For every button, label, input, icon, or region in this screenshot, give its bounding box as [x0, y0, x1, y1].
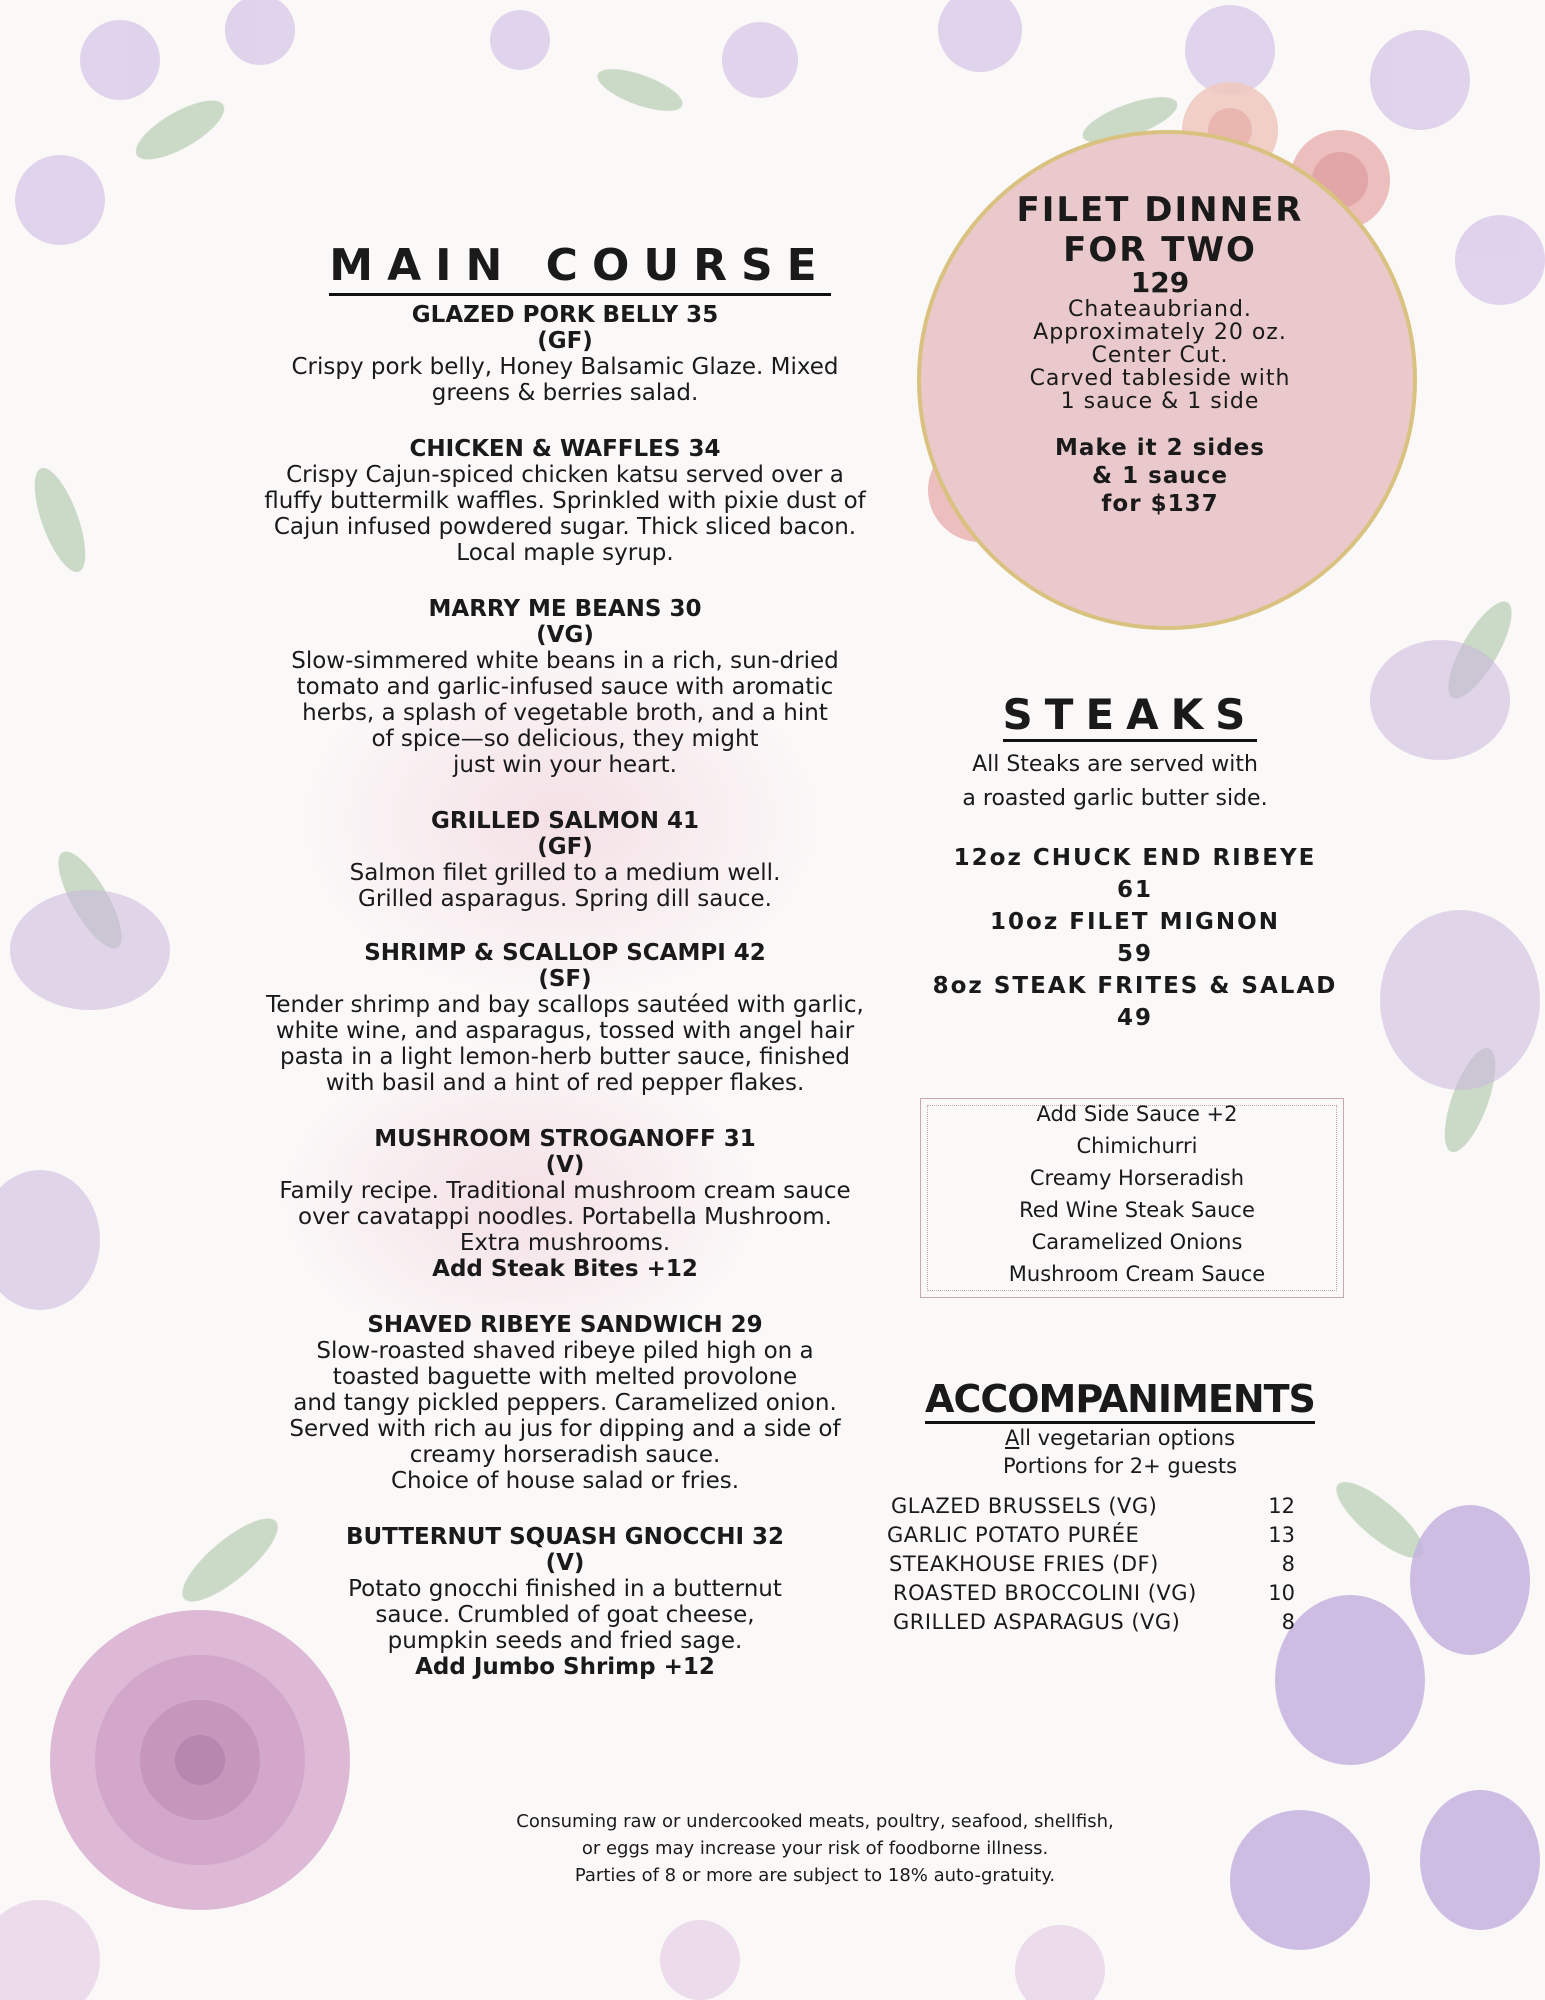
- item-name: GRILLED ASPARAGUS (VG): [893, 1610, 1181, 1634]
- sauce-heading: Add Side Sauce +2: [1036, 1102, 1238, 1126]
- dish-name: GRILLED SALMON 41: [431, 808, 699, 834]
- dish-addon: Add Steak Bites +12: [432, 1256, 698, 1282]
- steak-list: [900, 842, 1370, 1034]
- dish-name: MUSHROOM STROGANOFF 31: [374, 1126, 756, 1152]
- dish-tag: (GF): [537, 328, 593, 354]
- accompaniments-list: [885, 1494, 1295, 1639]
- list-item: [885, 1523, 1295, 1552]
- filet-dinner-title: FILET DINNER FOR TWO: [1016, 190, 1304, 270]
- dish-chicken-waffles: [240, 436, 890, 566]
- dish-tag: (GF): [537, 834, 593, 860]
- dish-addon: Add Jumbo Shrimp +12: [415, 1654, 715, 1680]
- steaks-title: STEAKS: [920, 690, 1340, 742]
- list-item: [885, 1581, 1295, 1610]
- dish-shaved-ribeye-sandwich: [240, 1312, 890, 1494]
- footer-disclaimer: Consuming raw or undercooked meats, poultry, seafood, shellfish, or eggs may increase your risk of foodborne illness. Parties of 8 or more are subject to 18% auto-gratuity.: [516, 1811, 1114, 1886]
- sauce-item: Mushroom Cream Sauce: [1008, 1262, 1266, 1286]
- sauce-item: Red Wine Steak Sauce: [1019, 1198, 1255, 1222]
- dish-name: SHRIMP & SCALLOP SCAMPI 42: [364, 940, 766, 966]
- dish-description: Crispy Cajun-spiced chicken katsu served over a fluffy buttermilk waffles. Sprinkled with pixie dust of Cajun infused powdered sugar. Thick sliced bacon. Local maple syrup.: [264, 462, 866, 566]
- sauce-item: Chimichurri: [1076, 1134, 1198, 1158]
- item-name: ROASTED BROCCOLINI (VG): [893, 1581, 1197, 1605]
- item-name: GLAZED BRUSSELS (VG): [891, 1494, 1158, 1518]
- list-item: [885, 1610, 1295, 1639]
- dish-grilled-salmon: [240, 808, 890, 912]
- list-item: [885, 1552, 1295, 1581]
- dish-mushroom-stroganoff: [240, 1126, 890, 1282]
- item-name: STEAKHOUSE FRIES (DF): [889, 1552, 1159, 1576]
- sauce-item: Creamy Horseradish: [1029, 1166, 1245, 1190]
- dish-name: GLAZED PORK BELLY 35: [411, 302, 719, 328]
- dish-description: Salmon filet grilled to a medium well. Grilled asparagus. Spring dill sauce.: [349, 860, 781, 912]
- sauce-item: Caramelized Onions: [1031, 1230, 1243, 1254]
- steak-item: 12oz CHUCK END RIBEYE 61: [953, 845, 1317, 903]
- steaks-note: All Steaks are served with a roasted garlic butter side.: [962, 752, 1268, 811]
- dish-name: CHICKEN & WAFFLES 34: [409, 436, 721, 462]
- dish-tag: (V): [545, 1550, 585, 1576]
- filet-dinner-price: 129: [1130, 266, 1190, 299]
- dish-butternut-squash-gnocchi: [240, 1524, 890, 1680]
- filet-dinner-description: Chateaubriand. Approximately 20 oz. Center Cut. Carved tableside with 1 sauce & 1 side: [1029, 297, 1291, 414]
- dish-name: MARRY ME BEANS 30: [428, 596, 702, 622]
- filet-dinner-upgrade: Make it 2 sides & 1 sauce for $137: [1055, 435, 1265, 517]
- dish-marry-me-beans: [240, 596, 890, 778]
- list-item: [885, 1494, 1295, 1523]
- dish-description: Crispy pork belly, Honey Balsamic Glaze. Mixed greens & berries salad.: [291, 354, 839, 406]
- item-price: 8: [1281, 1610, 1295, 1634]
- dish-glazed-pork-belly: [240, 302, 890, 406]
- steak-item: 10oz FILET MIGNON 59: [990, 909, 1280, 967]
- dish-tag: (VG): [536, 622, 594, 648]
- accompaniments-note: All vegetarian options Portions for 2+ guests: [1002, 1426, 1238, 1478]
- item-name: GARLIC POTATO PURÉE: [887, 1523, 1140, 1547]
- steak-item: 8oz STEAK FRITES & SALAD 49: [932, 973, 1338, 1031]
- dish-shrimp-scallop-scampi: [240, 940, 890, 1096]
- item-price: 8: [1281, 1552, 1295, 1576]
- dish-description: Family recipe. Traditional mushroom cream sauce over cavatappi noodles. Portabella Mushroom. Extra mushrooms.: [279, 1178, 851, 1256]
- dish-name: SHAVED RIBEYE SANDWICH 29: [367, 1312, 763, 1338]
- accompaniments-title: ACCOMPANIMENTS: [900, 1377, 1340, 1424]
- dish-description: Potato gnocchi finished in a butternut sauce. Crumbled of goat cheese, pumpkin seeds and fried sage.: [348, 1576, 782, 1654]
- item-price: 12: [1268, 1494, 1295, 1518]
- dish-description: Tender shrimp and bay scallops sautéed with garlic, white wine, and asparagus, tossed with angel hair pasta in a light lemon-herb butter sauce, finished with basil and a hint of red pepper flakes.: [266, 992, 864, 1096]
- main-course-title: MAIN COURSE: [300, 240, 860, 296]
- dish-name: BUTTERNUT SQUASH GNOCCHI 32: [345, 1524, 785, 1550]
- dish-tag: (V): [545, 1152, 585, 1178]
- dish-description: Slow-roasted shaved ribeye piled high on a toasted baguette with melted provolone and tangy pickled peppers. Caramelized onion. Served with rich au jus for dipping and a side of creamy horseradish sauce. Choice of house salad or fries.: [289, 1338, 841, 1494]
- dish-tag: (SF): [538, 966, 592, 992]
- item-price: 10: [1268, 1581, 1295, 1605]
- dish-description: Slow-simmered white beans in a rich, sun-dried tomato and garlic-infused sauce with aromatic herbs, a splash of vegetable broth, and a hint of spice—so delicious, they might just win your heart.: [291, 648, 839, 778]
- item-price: 13: [1268, 1523, 1295, 1547]
- side-sauce-list: [920, 1098, 1354, 1290]
